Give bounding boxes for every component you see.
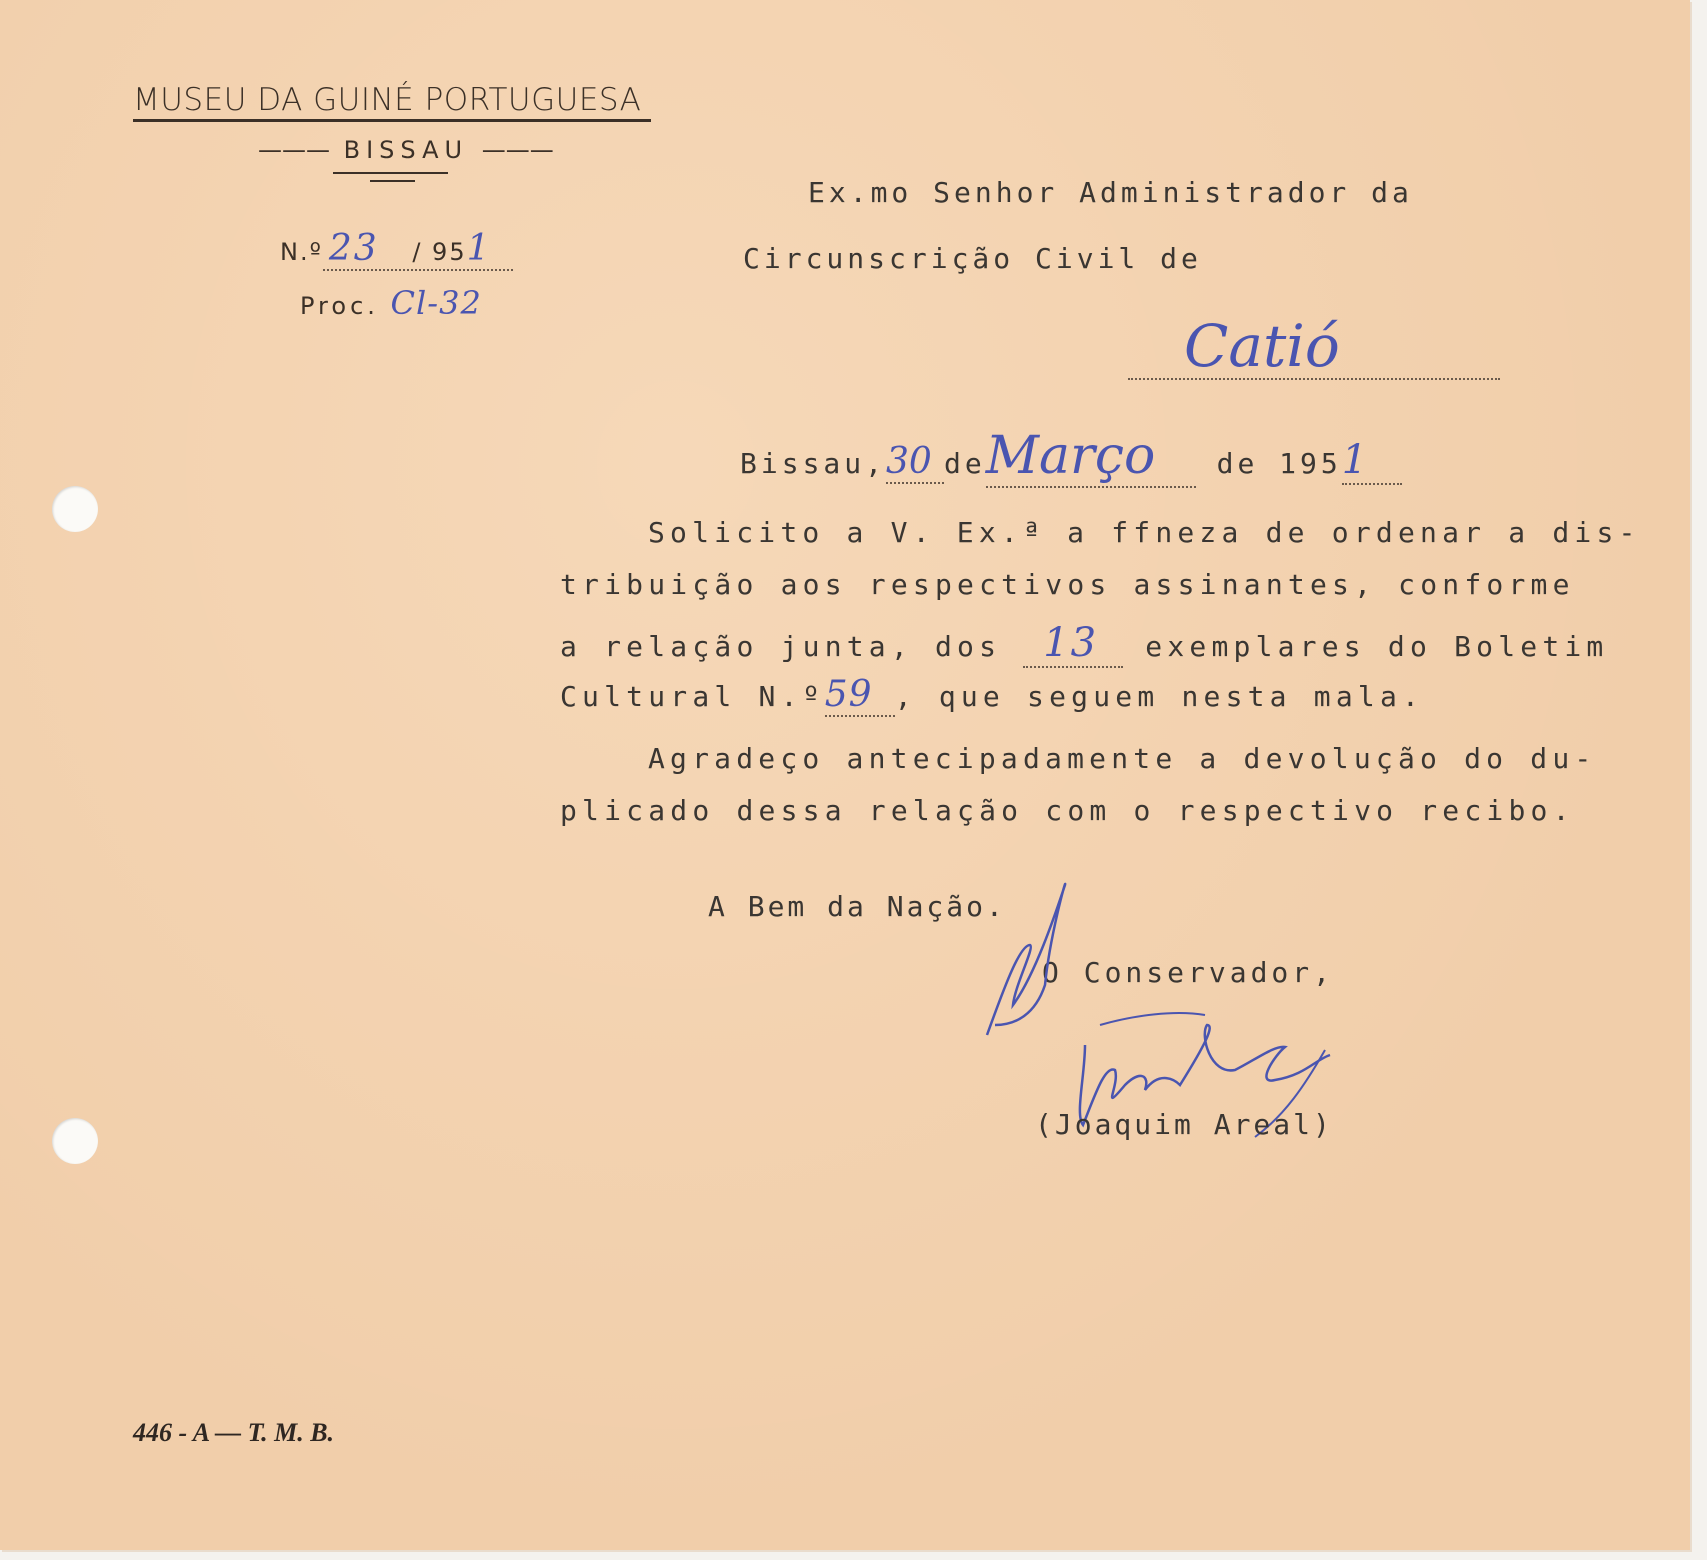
number-year-printed: / 95 <box>412 238 467 266</box>
number-label: N.º <box>280 238 323 266</box>
handwritten-signature <box>975 875 1395 1145</box>
punch-hole-bottom <box>52 1118 98 1164</box>
punch-hole-top <box>52 486 98 532</box>
date-de-1: de <box>944 447 986 480</box>
date-year-field <box>1342 437 1402 485</box>
form-code: 446 - A — T. M. B. <box>133 1418 335 1447</box>
body-line-1: Solicito a V. Ex.ª a ffneza de ordenar a dis- <box>648 516 1641 549</box>
city-underline <box>333 172 448 174</box>
body-line-4-end: , que seguem nesta mala. <box>894 680 1425 713</box>
institution-name: MUSEU DA GUINÉ PORTUGUESA <box>133 82 642 118</box>
city-underline-short <box>370 180 415 182</box>
body-line-3-start: a relação junta, dos <box>560 630 1002 663</box>
date-prefix: Bissau, <box>740 447 887 480</box>
addressee-place-handwritten: Catió <box>1184 312 1340 380</box>
body-line-4 <box>560 674 1424 717</box>
body-line-6: plicado dessa relação com o respectivo recibo. <box>560 794 1575 827</box>
closing-salutation: A Bem da Nação. <box>708 890 1006 923</box>
reference-number <box>280 228 513 271</box>
date-month-handwritten: Março <box>985 426 1156 486</box>
date-de-2: de 195 <box>1216 447 1342 480</box>
date-month-field <box>986 426 1196 488</box>
issue-number-field <box>825 674 895 717</box>
process-label: Proc. <box>300 292 379 320</box>
process-handwritten: Cl-32 <box>390 284 482 322</box>
copies-count-handwritten: 13 <box>1043 620 1099 666</box>
city-name: BISSAU <box>343 136 469 164</box>
number-handwritten: 23 <box>328 228 379 269</box>
addressee-line-2: Circunscrição Civil de <box>743 242 1202 275</box>
body-line-5: Agradeço antecipadamente a devolução do du- <box>648 742 1597 775</box>
process-reference <box>300 284 482 322</box>
copies-count-field <box>1023 620 1123 668</box>
issue-number-handwritten: 59 <box>824 674 873 715</box>
body-line-3-end: exemplares do Boletim <box>1145 630 1609 663</box>
date-day-field <box>886 441 944 484</box>
letterhead-rule <box>133 119 651 122</box>
addressee-line-1: Ex.mo Senhor Administrador da <box>808 176 1413 209</box>
letterhead-city: ——— BISSAU ——— <box>258 136 554 164</box>
body-line-2: tribuição aos respectivos assinantes, conforme <box>560 568 1575 601</box>
date-day-handwritten: 30 <box>886 441 932 482</box>
signatory-name: (Joaquim Areal) <box>1035 1108 1333 1141</box>
date-year-handwritten: 1 <box>1341 437 1372 483</box>
addressee-place-field <box>1128 310 1500 380</box>
body-line-4-start: Cultural N.º <box>560 680 825 713</box>
date-line <box>740 426 1402 488</box>
number-field <box>323 228 513 271</box>
body-line-3 <box>560 620 1609 668</box>
closing-role: O Conservador, <box>1042 956 1335 989</box>
number-year-handwritten: 1 <box>466 228 492 269</box>
